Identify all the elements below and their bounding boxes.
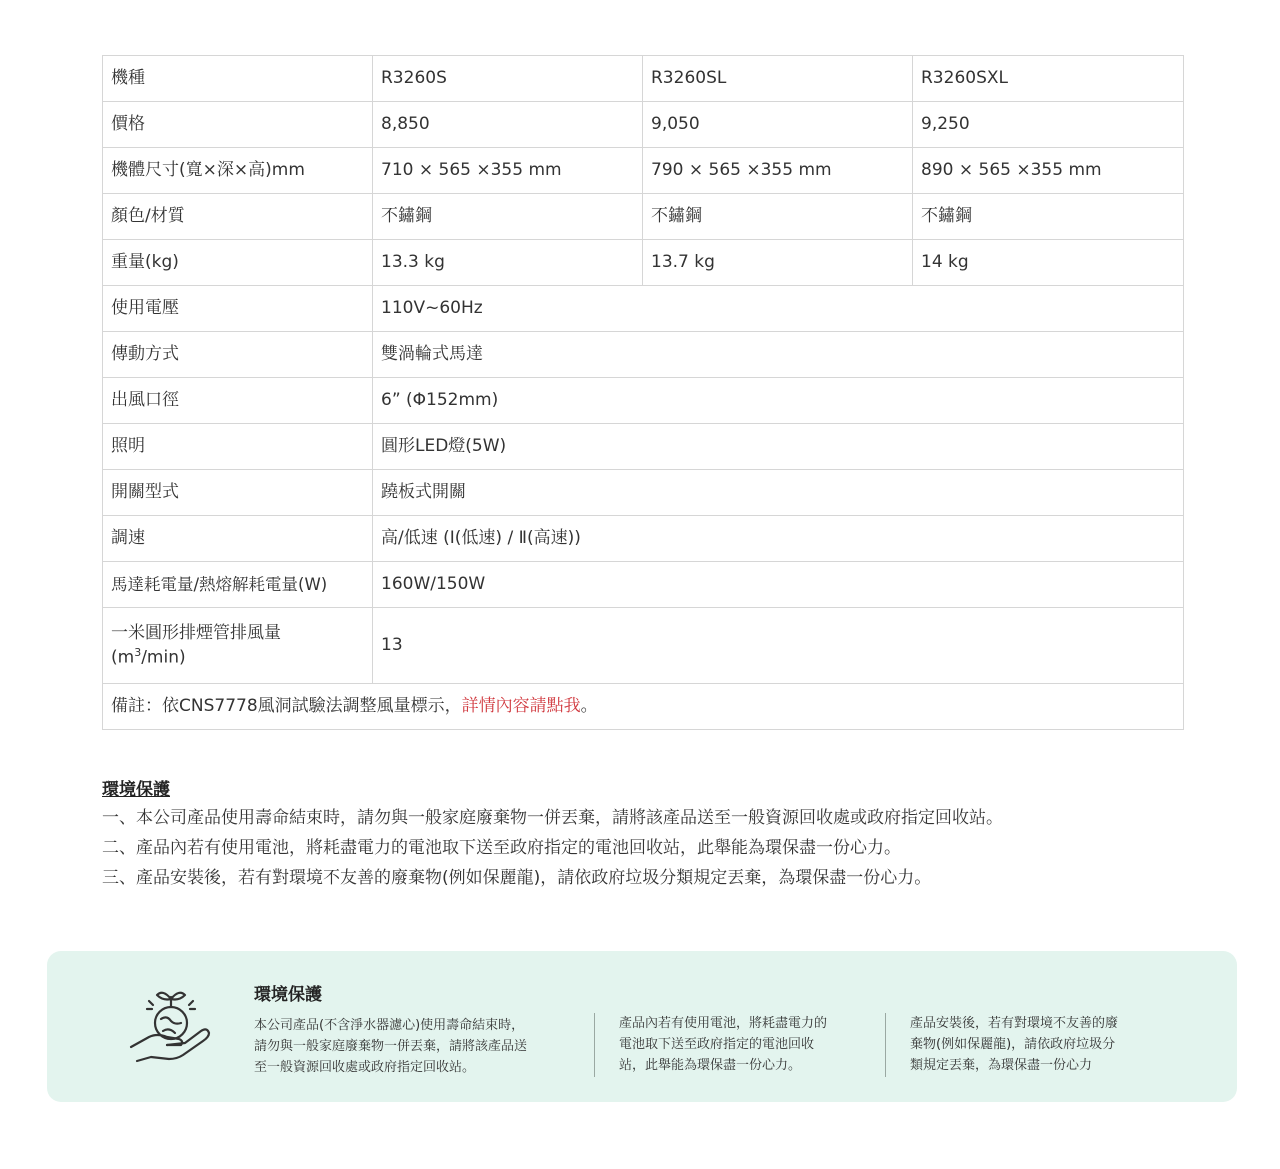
- table-cell: 890 × 565 ×355 mm: [913, 148, 1184, 194]
- eco-card-line: 至一般資源回收處或政府指定回收站。: [254, 1060, 476, 1075]
- table-cell: 8,850: [373, 102, 643, 148]
- table-cell: 13: [373, 608, 1184, 684]
- environment-item: 二、產品內若有使用電池，將耗盡電力的電池取下送至政府指定的電池回收站，此舉能為環保盡一份心力。: [102, 838, 901, 858]
- row-label: 出風口徑: [103, 378, 373, 424]
- table-cell: 高/低速 (Ⅰ(低速) / Ⅱ(高速)): [373, 516, 1184, 562]
- row-label-unit-sup: 3: [134, 646, 142, 660]
- note-end: 。: [580, 696, 598, 717]
- table-row: [103, 56, 1184, 102]
- environment-section: [102, 777, 1202, 893]
- row-label: 傳動方式: [103, 332, 373, 378]
- table-row: [103, 608, 1184, 684]
- table-cell: 13.3 kg: [373, 240, 643, 286]
- row-label-unit-post: /min): [141, 647, 186, 668]
- table-row: [103, 562, 1184, 608]
- row-label: 顏色/材質: [103, 194, 373, 240]
- eco-card-line: 產品內若有使用電池，將耗盡電力的: [619, 1016, 828, 1031]
- eco-card: [47, 951, 1237, 1102]
- table-cell: 790 × 565 ×355 mm: [643, 148, 913, 194]
- eco-card-line: 類規定丟棄，為環保盡一份心力: [910, 1058, 1093, 1073]
- table-row: [103, 240, 1184, 286]
- row-label-line1: 一米圓形排煙管排風量: [111, 622, 281, 643]
- eco-card-line: 電池取下送至政府指定的電池回收: [619, 1037, 815, 1052]
- table-row: [103, 286, 1184, 332]
- eco-card-title: 環境保護: [254, 985, 322, 1005]
- table-row: [103, 102, 1184, 148]
- row-label: 開關型式: [103, 470, 373, 516]
- environment-item: 三、產品安裝後，若有對環境不友善的廢棄物(例如保麗龍)，請依政府垃圾分類規定丟棄，為環保盡一份心力。: [102, 868, 932, 888]
- table-cell: 不鏽鋼: [373, 194, 643, 240]
- row-label: 機種: [103, 56, 373, 102]
- details-link[interactable]: 詳情內容請點我: [461, 696, 581, 717]
- eco-card-line: 產品安裝後，若有對環境不友善的廢: [910, 1016, 1119, 1031]
- table-cell: R3260SL: [643, 56, 913, 102]
- table-cell: 圓形LED燈(5W): [373, 424, 1184, 470]
- eco-card-line: 本公司產品(不含淨水器濾心)使用壽命結束時，: [254, 1018, 525, 1033]
- row-label: 機體尺寸(寬×深×高)mm: [103, 148, 373, 194]
- table-row: [103, 332, 1184, 378]
- row-label: 重量(kg): [103, 240, 373, 286]
- eco-card-line: 站，此舉能為環保盡一份心力。: [619, 1058, 802, 1073]
- table-row: [103, 378, 1184, 424]
- row-label: 馬達耗電量/熱熔解耗電量(W): [103, 562, 373, 608]
- row-label: 照明: [103, 424, 373, 470]
- eco-card-col-3: [885, 1013, 1170, 1077]
- table-cell: 不鏽鋼: [913, 194, 1184, 240]
- table-cell: 雙渦輪式馬達: [373, 332, 1184, 378]
- table-cell: 9,250: [913, 102, 1184, 148]
- eco-card-line: 請勿與一般家庭廢棄物一併丟棄，請將該產品送: [254, 1039, 528, 1054]
- eco-card-line: 棄物(例如保麗龍)，請依政府垃圾分: [910, 1037, 1116, 1052]
- table-row: [103, 470, 1184, 516]
- hand-holding-earth-icon: [127, 981, 211, 1065]
- environment-title: 環境保護: [102, 780, 170, 800]
- note-cell: [103, 684, 1184, 730]
- row-label: 使用電壓: [103, 286, 373, 332]
- eco-card-col-2: [594, 1013, 879, 1077]
- table-row: [103, 424, 1184, 470]
- table-cell: 13.7 kg: [643, 240, 913, 286]
- table-cell: R3260S: [373, 56, 643, 102]
- table-cell: 160W/150W: [373, 562, 1184, 608]
- table-row: [103, 194, 1184, 240]
- table-row: [103, 684, 1184, 730]
- row-label: [103, 608, 373, 684]
- table-cell: 710 × 565 ×355 mm: [373, 148, 643, 194]
- table-cell: 110V~60Hz: [373, 286, 1184, 332]
- note-text: 備註：依CNS7778風洞試驗法調整風量標示，: [111, 696, 462, 717]
- table-cell: 14 kg: [913, 240, 1184, 286]
- table-cell: R3260SXL: [913, 56, 1184, 102]
- table-cell: 6” (Φ152mm): [373, 378, 1184, 424]
- table-cell: 9,050: [643, 102, 913, 148]
- row-label: 調速: [103, 516, 373, 562]
- table-row: [103, 516, 1184, 562]
- environment-item: 一、本公司產品使用壽命結束時，請勿與一般家庭廢棄物一併丟棄，請將該產品送至一般資源回收處或政府指定回收站。: [102, 808, 1003, 828]
- row-label-unit-pre: (m: [111, 647, 135, 668]
- table-cell: 蹺板式開關: [373, 470, 1184, 516]
- spec-table: [102, 55, 1184, 730]
- eco-card-col-1: [254, 1015, 584, 1078]
- table-cell: 不鏽鋼: [643, 194, 913, 240]
- table-row: [103, 148, 1184, 194]
- row-label: 價格: [103, 102, 373, 148]
